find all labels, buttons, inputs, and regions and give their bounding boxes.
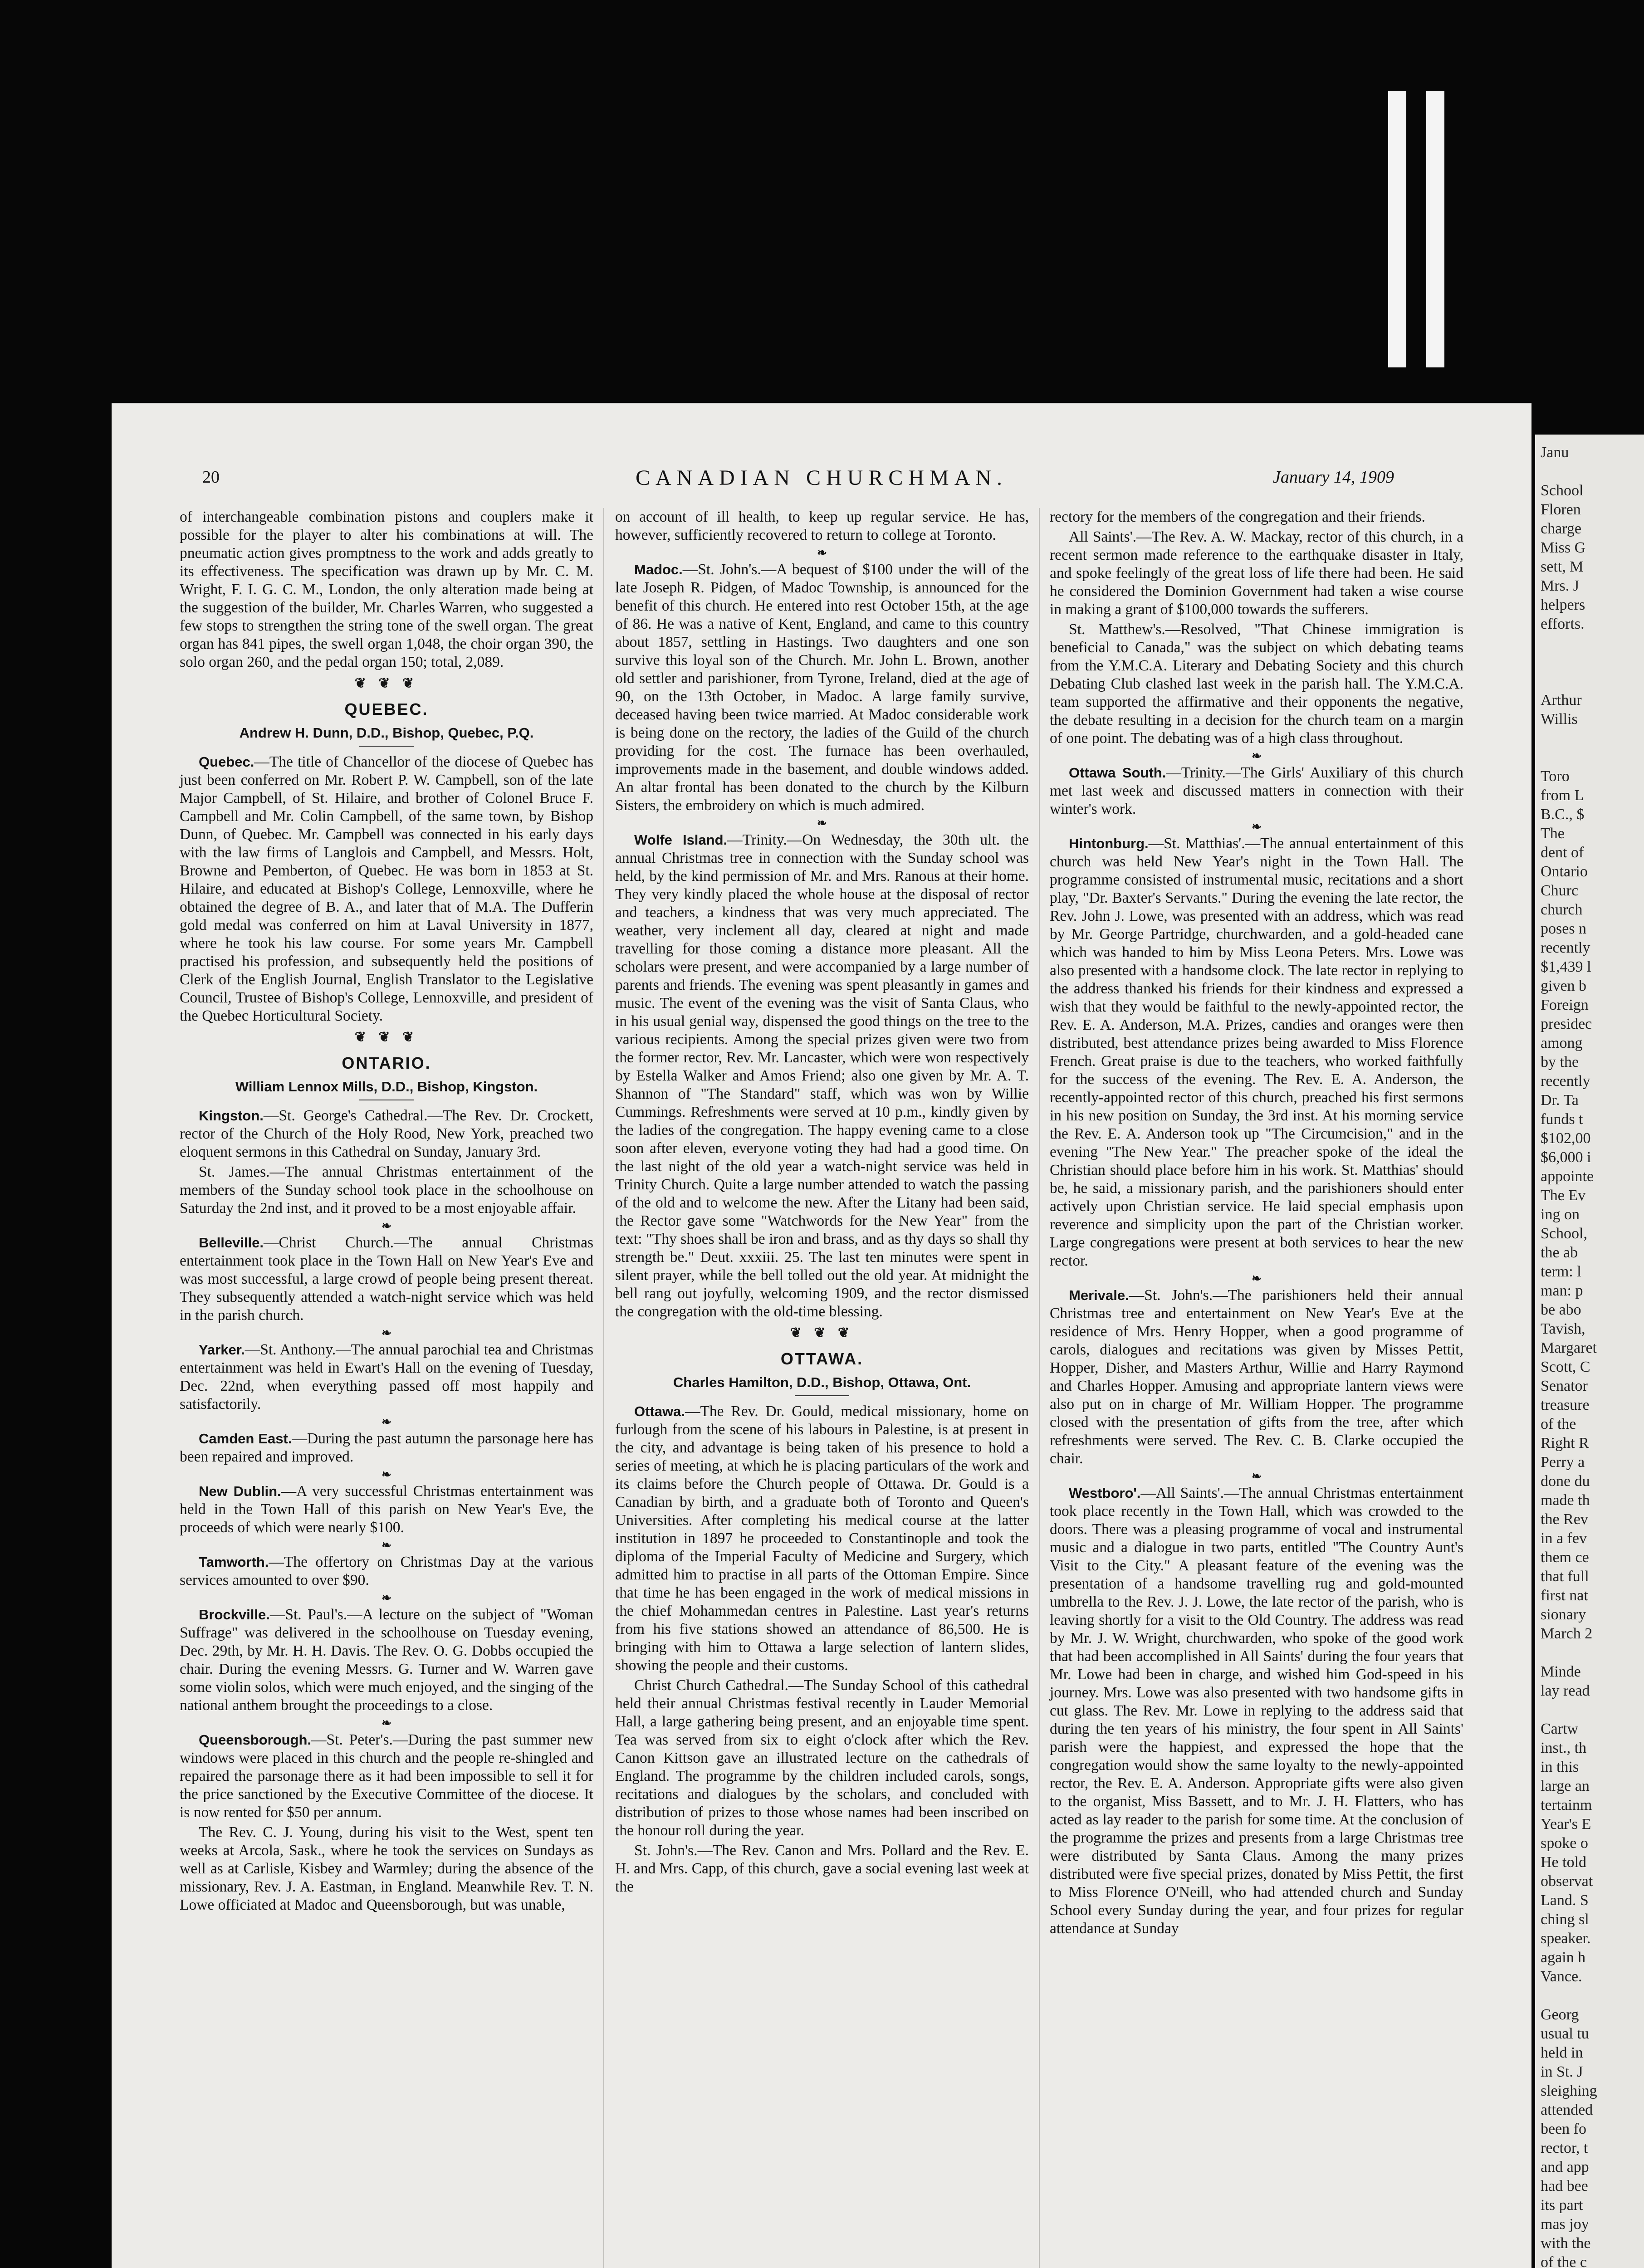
paragraph-text: —St. John's.—A bequest of $100 under the will of the late Joseph R. Pidgen, of Madoc Township, is announced for the benefit of this church. He entered into rest October 15th, at the age of 86. He was a native of Kent, England, and came to this country about 1857, settling in Hastings. Two daughters and one son survive this loyal son of the Church. Mr. John L. Brown, another old settler and parishioner, from Tyrone, Ireland, died at the age of 90, on the 13th October, in Madoc. A large family survive, deceased having been twice married. At Madoc considerable work is being done on the rectory, the ladies of the Guild of the church providing for the cost. The furnace has been overhauled, improvements made in the basement, and double windows added. An altar frontal has been donated to the church by the Kilburn Sisters, the embroidery on which is much admired. [615,561,1029,814]
paragraph-text: —St. John's.—The parishioners held their annual Christmas tree and entertainment on New Year's Eve at the residence of Mrs. Henry Hopper, when a good programme of carols, dialogues and recitations was given by Misses Pettit, Hopper, Disher, and Masters Arthur, Willie and Harry Raymond and Charles Hopper. Amusing and appropriate lantern views were also put on in charge of Mr. William Hopper. The programme closed with the presentation of gifts from the tree, after which refreshments were served. The Rev. C. B. Clarke occupied the chair. [1050,1287,1463,1467]
adjacent-page-text-fragment: ching sl [1541,1911,1589,1928]
adjacent-page-text-fragment: dent of [1541,844,1584,861]
adjacent-page-text-fragment: lay read [1541,1682,1590,1699]
article-paragraph [615,561,1029,815]
article-paragraph [180,1553,593,1589]
column-rule [603,508,604,2268]
adjacent-page-text-fragment: sett, M [1541,558,1584,575]
article-paragraph [615,1842,1029,1896]
adjacent-page-text-fragment: in a fev [1541,1530,1587,1547]
item-separator-ornament: ❧ [1252,1470,1262,1483]
adjacent-page-text-fragment: mas joy [1541,2216,1589,2233]
parish-name: Yarker. [199,1342,245,1358]
parish-name: Camden East. [199,1431,292,1447]
column-3 [1050,508,1463,1940]
paragraph-text: —St. Paul's.—A lecture on the subject of "Woman Suffrage" was delivered in the schoolhouse on Tuesday evening, Dec. 29th, by Mr. H. H. Davis. The Rev. O. G. Dobbs occupied the chair. During the evening Messrs. G. Turner and W. Warren gave some violin solos, which were much enjoyed, and the singing of the national anthem brought the proceedings to a close. [180,1606,593,1714]
article-paragraph [1050,764,1463,818]
paragraph-text: of interchangeable combination pistons and couplers make it possible for the player to alter his combinations at will. The pneumatic action gives promptness to the work and adds greatly to its effectiveness. The specification was drawn up by Mr. C. M. Wright, F. I. G. C. M., London, the only alteration made being at the suggestion of the builder, Mr. Charles Warren, who suggested a few stops to strengthen the string tone of the swell organ. The great organ has 841 pipes, the swell organ 1,048, the choir organ 390, the solo organ 260, and the pedal organ 150; total, 2,089. [180,508,593,670]
column-2 [615,508,1029,1898]
article-paragraph [1050,528,1463,619]
newspaper-page [112,403,1531,2268]
parish-name: Quebec. [199,754,254,770]
paragraph-text: All Saints'.—The Rev. A. W. Mackay, rector of this church, in a recent sermon made reference to the earthquake disaster in Italy, and spoke feelingly of the great loss of life there had been. He said he considered the Dominion Government had taken a wise course in making a grant of $100,000 towards the sufferers. [1050,528,1463,618]
adjacent-page-edge [1535,435,1644,2268]
adjacent-page-text-fragment: He told [1541,1854,1587,1871]
paragraph-text: The Rev. C. J. Young, during his visit to the West, spent ten weeks at Arcola, Sask., where he took the services on Sundays as well as at Carlisle, Kisbey and Warmley; during the absence of the missionary, Rev. J. A. Eastman, in England. Meanwhile Rev. T. N. Lowe officiated at Madoc and Queensborough, but was unable, [180,1824,593,1913]
adjacent-page-text-fragment: observat [1541,1873,1593,1890]
adjacent-page-text-fragment: Minde [1541,1663,1581,1680]
article-paragraph [180,508,593,671]
adjacent-page-text-fragment: held in [1541,2044,1583,2061]
paragraph-text: —St. George's Cathedral.—The Rev. Dr. Crockett, rector of the Church of the Holy Rood, New York, preached two eloquent sermons in this Cathedral on Sunday, January 3rd. [180,1107,593,1160]
article-paragraph [1050,1286,1463,1468]
short-rule [359,746,414,747]
adjacent-page-text-fragment: them ce [1541,1549,1589,1566]
bishop-line: Charles Hamilton, D.D., Bishop, Ottawa, Ont. [673,1374,971,1390]
paragraph-text: rectory for the members of the congregation and their friends. [1050,508,1425,525]
adjacent-page-text-fragment: spoke o [1541,1835,1588,1852]
paragraph-text: St. John's.—The Rev. Canon and Mrs. Pollard and the Rev. E. H. and Mrs. Capp, of this church, gave a social evening last week at the [615,1842,1029,1895]
adjacent-page-text-fragment: The Ev [1541,1187,1586,1204]
article-paragraph [1050,1484,1463,1938]
adjacent-page-text-fragment: be abo [1541,1301,1581,1318]
parish-name: Tamworth. [199,1554,269,1570]
bishop-line: Andrew H. Dunn, D.D., Bishop, Quebec, P.Q. [239,725,534,741]
adjacent-page-text-fragment: by the [1541,1054,1579,1070]
item-separator-ornament: ❧ [382,1539,391,1552]
paragraph-text: —Trinity.—On Wednesday, the 30th ult. the annual Christmas tree in connection with the Sunday school was held, by the kind permission of Mr. and Mrs. Ranous at their home. They very kindly placed the whole house at the disposal of rector and teachers, a kindness that was very much appreciated. The weather, very inclement all day, cleared at night and made travelling for those coming a distance more pleasant. All the scholars were present, and were accompanied by a large number of parents and friends. The evening was spent pleasantly in games and music. The event of the evening was the visit of Santa Claus, who in his usual genial way, dispensed the good things on the tree to the various recipients. Among the special prizes given were two from the former rector, Rev. Mr. Lancaster, which were won respectively by Estella Walker and Amos Friend; also one given by Mr. A. T. Shannon of "The Standard" staff, which was won by Willie Cummings. Refreshments were served at 10 p.m., kindly given by the ladies of the congregation. The happy evening came to a close soon after eleven, everyone voting they had had a good time. On the last night of the old year a watch-night service was held in Trinity Church. Quite a large number attended to watch the passing of the old and to welcome the new. After the Litany had been said, the Rector gave some "Watchwords for the New Year" from the text: "Thy shoes shall be iron and brass, and as thy days so shall thy strength be." Deut. xxxiii. 25. The last ten minutes were spent in silent prayer, while the bell tolled out the old year. At midnight the bell rang out joyfully, welcoming 1909, and the rector dismissed the congregation with the old-time blessing. [615,831,1029,1320]
paragraph-text: St. James.—The annual Christmas entertainment of the members of the Sunday school took place in the schoolhouse on Saturday the 2nd inst, and it proved to be a most enjoyable affair. [180,1163,593,1217]
adjacent-page-text-fragment: Dr. Ta [1541,1092,1579,1109]
adjacent-page-text-fragment: Tavish, [1541,1320,1585,1337]
parish-name: Westboro'. [1069,1485,1141,1501]
adjacent-page-text-fragment: March 2 [1541,1625,1593,1642]
adjacent-page-text-fragment: Churc [1541,882,1579,899]
diocese-heading: ONTARIO. [342,1054,431,1072]
column-rule [1039,508,1040,2268]
item-separator-ornament: ❧ [817,816,827,830]
article-paragraph [615,1403,1029,1675]
article-paragraph [180,1163,593,1217]
item-separator-ornament: ❧ [382,1415,391,1428]
paragraph-text: Christ Church Cathedral.—The Sunday School of this cathedral held their annual Christmas festival recently in Lauder Memorial Hall, a large gathering being present, and an enjoyable time spent. Tea was served from six to eight o'clock after which the Rev. Canon Kittson gave an illustrated lecture on the cathedrals of England. The programme by the children included carols, songs, recitations and dialogues by the scholars, and concluded with distribution of prizes to those whose names had been inscribed on the honour roll during the year. [615,1677,1029,1839]
adjacent-page-text-fragment: attended [1541,2102,1593,2118]
parish-name: Queensborough. [199,1732,311,1748]
running-head [112,467,1531,494]
adjacent-page-text-fragment: Miss G [1541,539,1586,556]
adjacent-page-text-fragment: Ontario [1541,863,1588,880]
adjacent-page-text-fragment: given b [1541,978,1587,994]
adjacent-page-text-fragment: again h [1541,1949,1586,1966]
adjacent-page-text-fragment: Floren [1541,501,1581,518]
adjacent-page-text-fragment: Mrs. J [1541,577,1580,594]
article-paragraph [180,1341,593,1413]
paragraph-text: —St. Anthony.—The annual parochial tea and Christmas entertainment was held in Ewart's Hall on the evening of Tuesday, Dec. 22nd, when everything passed off most happily and satisfactorily. [180,1341,593,1413]
adjacent-page-text-fragment: Perry a [1541,1454,1585,1471]
article-paragraph [1050,621,1463,748]
article-paragraph [180,1606,593,1715]
adjacent-page-text-fragment: from L [1541,787,1584,804]
item-separator-ornament: ❧ [1252,749,1262,763]
adjacent-page-text-fragment: large an [1541,1778,1590,1794]
adjacent-page-text-fragment: Right R [1541,1435,1589,1452]
adjacent-page-text-fragment: the ab [1541,1244,1578,1261]
parish-name: Hintonburg. [1069,836,1149,851]
adjacent-page-text-fragment: $1,439 l [1541,958,1591,975]
masthead-title: CANADIAN CHURCHMAN. [635,466,1008,490]
parish-name: Ottawa. [634,1403,685,1419]
paragraph-text: on account of ill health, to keep up regular service. He has, however, sufficiently recovered to return to college at Toronto. [615,508,1029,543]
article-paragraph [615,1677,1029,1840]
article-paragraph [615,508,1029,544]
paragraph-text: —During the past autumn the parsonage here has been repaired and improved. [180,1430,594,1465]
paragraph-text: —Trinity.—The Girls' Auxiliary of this church met last week and discussed matters in connection with their winter's work. [1050,764,1463,817]
adjacent-page-text-fragment: man: p [1541,1282,1583,1299]
article-paragraph [615,831,1029,1321]
item-separator-ornament: ❧ [1252,820,1262,833]
adjacent-page-text-fragment: B.C., $ [1541,806,1585,823]
adjacent-page-text-fragment: speaker. [1541,1930,1591,1947]
film-bar-top-left [1388,91,1406,367]
article-paragraph [1050,508,1463,526]
parish-name: Madoc. [634,562,683,577]
adjacent-page-text-fragment: Arthur [1541,692,1582,709]
page-number: 20 [202,468,220,487]
adjacent-page-text-fragment: been fo [1541,2121,1587,2137]
paragraph-text: —The title of Chancellor of the diocese of Quebec has just been conferred on Mr. Robert P. W. Campbell, son of the late Major Campbell, of St. Hilaire, and brother of Colonel Bruce F. Campbell and Mr. Colin Campbell, of the same town, by Bishop Dunn, of Quebec. Mr. Campbell was connected in his early days with the law firms of Langlois and Campbell, and Messrs. Holt, Browne and Pemberton, of Quebec. He was born in 1853 at St. Hilaire, and educated at Bishop's College, Lennoxville, where he obtained the degree of B. A., and later that of M.A. The Dufferin gold medal was conferred on him at Laval University in 1877, where he took his law course. For some years Mr. Campbell practised his profession, and subsequently held the positions of Clerk of the English Journal, English Translator to the Legislative Council, Trustee of Bishop's College, Lennoxville, and president of the Quebec Horticultural Society. [180,753,593,1024]
adjacent-page-text-fragment: recently [1541,1073,1590,1090]
paragraph-text: —St. Peter's.—During the past summer new windows were placed in this church and the people re-shingled and repaired the parsonage there as it had been impossible to sell it for the price sanctioned by the Executive Committee of the diocese. It is now rented for $50 per annum. [180,1731,593,1821]
paragraph-text: —The offertory on Christmas Day at the various services amounted to over $90. [180,1554,593,1589]
adjacent-page-text-fragment: tertainm [1541,1797,1592,1813]
adjacent-page-text-fragment: recently [1541,939,1590,956]
paragraph-text: St. Matthew's.—Resolved, "That Chinese immigration is beneficial to Canada," was the subject on which debating teams from the Y.M.C.A. Literary and Debating Society and this church Debating Club clashed last week in the parish hall. The Y.M.C.A. team supported the affirmative and their opponents the negative, the debate resulting in a decision for the church team on a margin of one point. The debating was of a high class throughout. [1050,621,1463,747]
adjacent-page-text-fragment: Georg [1541,2006,1579,2023]
parish-name: New Dublin. [199,1483,281,1499]
article-paragraph [1050,835,1463,1270]
adjacent-page-text-fragment: Cartw [1541,1721,1579,1737]
paragraph-text: —The Rev. Dr. Gould, medical missionary, home on furlough from the scene of his labours in Palestine, is at present in the city, and advantage is being taken of his presence to hold a series of meeting, at which he is placing particulars of the work and its claims before the Church people of Ottawa. Dr. Gould is a Canadian by birth, and a graduate both of Toronto and Queen's Universities. After completing his medical course at the latter institution in 1897 he proceeded to Constantinople and took the diploma of the Imperial Faculty of Medicine and Surgery, which admitted him to practise in all parts of the Ottoman Empire. Since that time he has been engaged in the work of medical missions in the chief Mohammedan centres in Palestine. Last year's returns from his five stations showed an attendance of 86,500. He is bringing with him to Ottawa a large selection of lantern slides, showing the people and their customs. [615,1403,1029,1674]
adjacent-page-text-fragment: and app [1541,2159,1589,2175]
adjacent-page-text-fragment: Willis [1541,711,1578,728]
adjacent-page-text-fragment: the Rev [1541,1511,1588,1528]
adjacent-page-text-fragment: Margaret [1541,1339,1597,1356]
parish-name: Ottawa South. [1069,765,1166,781]
adjacent-page-text-fragment: Toro [1541,768,1570,785]
adjacent-page-text-fragment: in St. J [1541,2063,1583,2080]
article-paragraph [180,1430,593,1466]
article-paragraph [180,1107,593,1161]
item-separator-ornament: ❧ [382,1716,391,1730]
adjacent-page-text-fragment: first nat [1541,1587,1588,1604]
parish-name: Merivale. [1069,1287,1129,1303]
paragraph-text: —All Saints'.—The annual Christmas entertainment took place recently in the Town Hall, which was crowded to the doors. There was a pleasing programme of vocal and instrumental music and a dialogue in two parts, entitled "The Country Aunt's Visit to the City." A pleasant feature of the evening was the presentation of a handsome travelling rug and gold-mounted umbrella to the Rev. J. J. Lowe, the late rector of the parish, who is leaving shortly for a visit to the Old Country. The address was read by Mr. J. W. Wright, churchwarden, who spoke of the good work that had been accomplished in All Saints' during the four years that Mr. Lowe had been in charge, and wished him God-speed in his journey. Mrs. Lowe was also presented with two handsome gifts in cut glass. The Rev. Mr. Lowe in replying to the address said that during the ten years of his ministry, the four spent in All Saints' parish were the happiest, and expressed the hope that the congregation would show the same loyalty to the newly-appointed rector, the Rev. E. A. Anderson. Appropriate gifts were also given to the organist, Miss Bassett, and to Mr. J. H. Flatters, who has acted as lay reader to the parish for some time. At the conclusion of the programme the prizes and presents from a large Christmas tree were distributed by Santa Claus. Among the many prizes distributed were five special prizes, donated by Miss Pettit, the first to Miss Florence O'Neill, who had attended church and Sunday School every Sunday during the year, and four prizes for regular attendance at Sunday [1050,1485,1463,1937]
adjacent-page-text-fragment: of the [1541,1416,1576,1432]
adjacent-page-text-fragment: Foreign [1541,997,1589,1013]
adjacent-page-text-fragment: presidec [1541,1016,1592,1032]
adjacent-page-text-fragment: had bee [1541,2178,1588,2195]
parish-name: Brockville. [199,1607,270,1623]
adjacent-page-text-fragment: $102,00 [1541,1130,1591,1147]
item-separator-ornament: ❧ [382,1219,391,1232]
adjacent-page-text-fragment: that full [1541,1568,1589,1585]
adjacent-page-text-fragment: term: l [1541,1263,1581,1280]
adjacent-page-text-fragment: its part [1541,2197,1583,2214]
adjacent-page-text-fragment: with the [1541,2235,1591,2252]
article-paragraph [180,753,593,1025]
item-separator-ornament: ❧ [817,546,827,559]
article-paragraph [180,1482,593,1537]
adjacent-page-text-fragment: sleighing [1541,2082,1597,2099]
section-ornament: ❦ ❦ ❦ [354,676,419,691]
article-paragraph [180,1234,593,1325]
adjacent-page-text-fragment: Senator [1541,1378,1588,1394]
adjacent-page-text-fragment: sionary [1541,1606,1586,1623]
adjacent-page-text-fragment: Scott, C [1541,1359,1590,1375]
adjacent-page-text-fragment: usual tu [1541,2025,1589,2042]
paragraph-text: —St. Matthias'.—The annual entertainment of this church was held New Year's night in the Town Hall. The programme consisted of instrumental music, recitations and a short play, "Dr. Baxter's Servants." During the evening the late rector, the Rev. John J. Lowe, was presented with an address, which was read by Mr. George Partridge, churchwarden, and a gold-headed cane which was handed to him by Miss Leona Peters. Mrs. Lowe was also presented with a handsome clock. The late rector in replying to the address thanked his friends for their kindness and expressed a wish that they would be faithful to the newly-appointed rector, the Rev. E. A. Anderson, M.A. Prizes, candies and oranges were then distributed, best attendance prizes being awarded to Miss Florence French. Great praise is due to the teachers, who worked faithfully for the success of the evening. The Rev. E. A. Anderson, the recently-appointed rector of this church, preached his first sermons in his new position on Sunday, the 3rd inst. At his morning service the Rev. E. A. Anderson took up "The Circumcision," and in the evening "The New Year." The preacher spoke of the ideal the Christian should place before him in his work. St. Matthias' should be, he said, a missionary parish, and the parishioners should enter actively upon Christian service. He laid special emphasis upon reverence and simplicity upon the part of the Christian worker. Large congregations were present at both services to hear the new rector. [1050,835,1463,1269]
short-rule [795,1395,849,1396]
adjacent-page-text-fragment: Vance. [1541,1968,1582,1985]
item-separator-ornament: ❧ [1252,1272,1262,1285]
diocese-heading: OTTAWA. [780,1349,864,1368]
adjacent-page-text-fragment: rector, t [1541,2140,1588,2156]
adjacent-page-text-fragment: church [1541,901,1583,918]
issue-date: January 14, 1909 [1273,468,1394,487]
column-1 [180,508,593,1916]
adjacent-page-text-fragment: helpers [1541,596,1585,613]
article-paragraph [180,1731,593,1822]
adjacent-page-text-fragment: inst., th [1541,1740,1587,1756]
diocese-heading: QUEBEC. [344,700,429,719]
adjacent-page-text-fragment: among [1541,1035,1583,1051]
item-separator-ornament: ❧ [382,1591,391,1604]
parish-name: Wolfe Island. [634,832,728,848]
adjacent-page-text-fragment: appointe [1541,1168,1594,1185]
parish-name: Kingston. [199,1108,264,1124]
adjacent-page-text-fragment: efforts. [1541,616,1585,632]
paragraph-text: —Christ Church.—The annual Christmas entertainment took place in the Town Hall on New Year's Eve and was most successful, a large crowd of people being present thereat. They subsequently attended a watch-night service which was held in the parish church. [180,1234,593,1324]
item-separator-ornament: ❧ [382,1326,391,1339]
adjacent-page-text-fragment: done du [1541,1473,1590,1490]
adjacent-page-text-fragment: poses n [1541,920,1587,937]
adjacent-page-text-fragment: of the c [1541,2254,1587,2268]
adjacent-page-text-fragment: made th [1541,1492,1590,1509]
film-bar-top-right [1426,91,1444,367]
paragraph-text: —A very successful Christmas entertainment was held in the Town Hall of this parish on New Year's Eve, the proceeds of which were nearly $100. [180,1483,594,1536]
adjacent-page-text-fragment: Year's E [1541,1816,1591,1833]
adjacent-page-text-fragment: ing on [1541,1206,1580,1223]
adjacent-page-text-fragment: Janu [1541,444,1569,461]
section-ornament: ❦ ❦ ❦ [354,1030,419,1045]
section-ornament: ❦ ❦ ❦ [790,1325,854,1340]
parish-name: Belleville. [199,1235,264,1251]
article-paragraph [180,1823,593,1914]
adjacent-page-text-fragment: School [1541,482,1584,499]
item-separator-ornament: ❧ [382,1468,391,1481]
adjacent-page-text-fragment: The [1541,825,1565,842]
bishop-line: William Lennox Mills, D.D., Bishop, Kingston. [235,1079,538,1095]
adjacent-page-text-fragment: School, [1541,1225,1587,1242]
adjacent-page-text-fragment: charge [1541,520,1581,537]
adjacent-page-text-fragment: treasure [1541,1397,1590,1413]
adjacent-page-text-fragment: $6,000 i [1541,1149,1591,1166]
adjacent-page-text-fragment: in this [1541,1759,1579,1775]
adjacent-page-text-fragment: funds t [1541,1111,1583,1128]
adjacent-page-text-fragment: Land. S [1541,1892,1589,1909]
